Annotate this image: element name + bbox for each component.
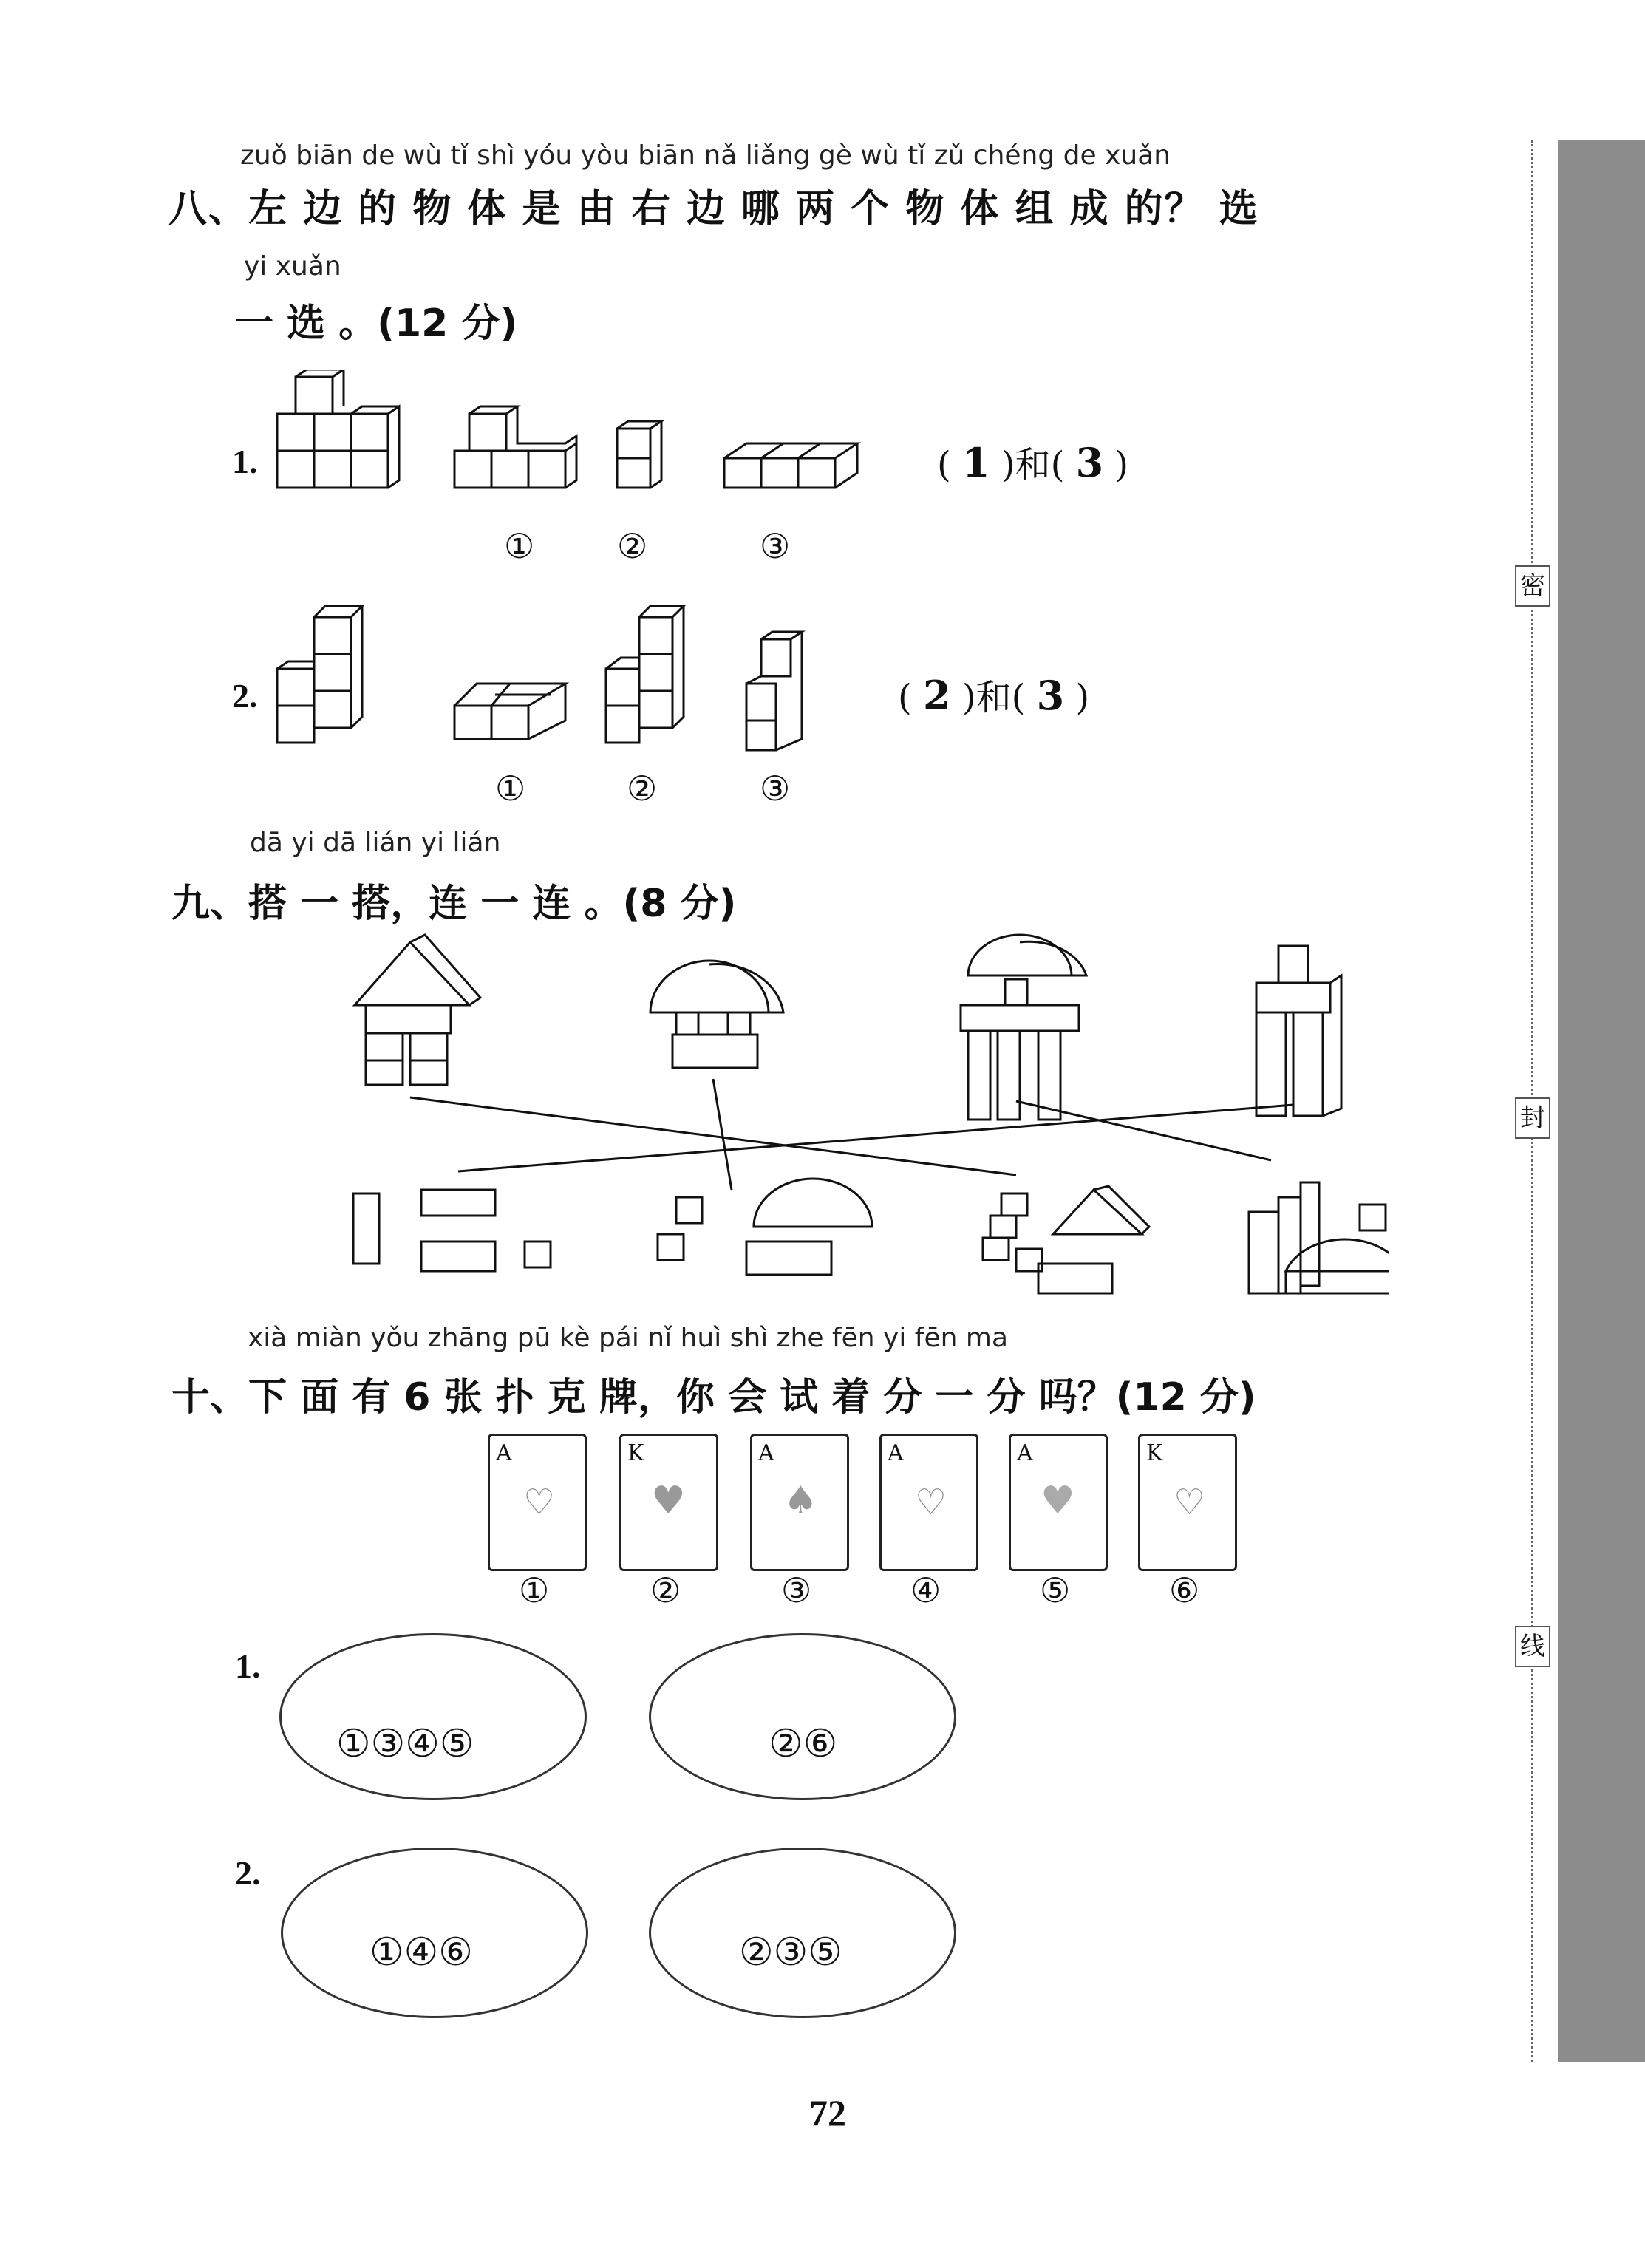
heart-icon: ♡ (523, 1482, 556, 1523)
q8-1-label-1: ① (504, 526, 535, 566)
sidebar-label-mi: 密 (1515, 565, 1550, 607)
section9-matching-figure (325, 931, 1389, 1301)
heart-icon: ♡ (1174, 1482, 1206, 1523)
q10-1-number: 1. (235, 1647, 261, 1685)
q8-2-answer-1: 2 (923, 672, 951, 719)
card-3 (750, 1434, 849, 1571)
q8-2-open-paren: ( (898, 677, 912, 718)
card-1 (488, 1434, 587, 1571)
q8-1-close-paren: ) (1114, 444, 1129, 486)
q8-1-label-3: ③ (760, 526, 791, 566)
sidebar-label-xian: 线 (1515, 1626, 1550, 1667)
card-3-rank: A (758, 1440, 774, 1466)
q10-2-number: 2. (235, 1854, 261, 1892)
q8-2-label-2: ② (627, 769, 658, 808)
q10-1-group-2: ②⑥ (769, 1722, 838, 1766)
heart-icon: ♥ (651, 1479, 686, 1523)
q8-2-close-paren: ) (1075, 677, 1090, 718)
card-3-label: ③ (781, 1570, 812, 1610)
card-4-rank: A (888, 1440, 904, 1466)
section9-title: 九、搭 一 搭，连 一 连 。(8 分) (171, 882, 737, 926)
card-6 (1138, 1434, 1237, 1571)
card-5 (1009, 1434, 1108, 1571)
section10-pinyin: xià miàn yǒu zhāng pū kè pái nǐ huì shì zhe fēn yi fēn ma (248, 1323, 1009, 1353)
card-6-label: ⑥ (1169, 1570, 1200, 1610)
q10-2-group-2: ②③⑤ (739, 1930, 842, 1975)
q8-1-answer (937, 436, 1128, 487)
q8-1-cubes-figure (273, 370, 879, 532)
card-4 (879, 1434, 978, 1571)
q8-1-answer-2: 3 (1075, 439, 1104, 486)
card-4-label: ④ (910, 1570, 941, 1610)
q10-2-group-1: ①④⑥ (369, 1930, 473, 1975)
binding-strip (1558, 140, 1645, 2062)
card-5-label: ⑤ (1040, 1570, 1071, 1610)
q10-1-oval-2 (649, 1633, 956, 1800)
spade-icon: ♠ (783, 1479, 818, 1523)
card-2-label: ② (650, 1570, 681, 1610)
q8-1-open-paren: ( (937, 444, 951, 486)
heart-icon: ♥ (1041, 1479, 1075, 1523)
card-2-rank: K (627, 1440, 644, 1466)
heart-icon: ♡ (915, 1482, 947, 1523)
q8-2-cubes-figure (273, 595, 835, 772)
q8-1-number: 1. (232, 443, 258, 480)
q8-1-and: )和( (1001, 444, 1065, 486)
sidebar-label-feng: 封 (1515, 1097, 1550, 1139)
card-6-rank: K (1146, 1440, 1163, 1466)
q8-2-answer (898, 669, 1089, 720)
q8-2-number: 2. (232, 677, 258, 715)
page-number: 72 (809, 2092, 846, 2134)
card-2 (619, 1434, 718, 1571)
section8-title-line2: 一 选 。(12 分) (235, 302, 518, 346)
section8-pinyin-line2: yi xuǎn (244, 251, 341, 282)
q10-1-oval-1 (279, 1633, 587, 1800)
section8-pinyin-line1: zuǒ biān de wù tǐ shì yóu yòu biān nǎ liǎng gè wù tǐ zǔ chéng de xuǎn (240, 140, 1171, 171)
q8-2-label-1: ① (495, 769, 526, 808)
q8-2-and: )和( (961, 677, 1026, 718)
q10-1-group-1: ①③④⑤ (336, 1722, 474, 1766)
card-1-label: ① (519, 1570, 550, 1610)
section9-pinyin: dā yi dā lián yi lián (250, 828, 501, 858)
q8-2-label-3: ③ (760, 769, 791, 808)
q8-1-answer-1: 1 (962, 439, 990, 486)
section10-title: 十、下 面 有 6 张 扑 克 牌，你 会 试 着 分 一 分 吗？(12 分) (171, 1375, 1256, 1420)
cards-row (488, 1434, 1264, 1611)
card-1-rank: A (496, 1440, 512, 1466)
q8-1-label-2: ② (617, 526, 648, 566)
section8-title-line1: 八、左 边 的 物 体 是 由 右 边 哪 两 个 物 体 组 成 的？ 选 (168, 187, 1259, 231)
q8-2-answer-2: 3 (1036, 672, 1065, 719)
card-5-rank: A (1017, 1440, 1033, 1466)
